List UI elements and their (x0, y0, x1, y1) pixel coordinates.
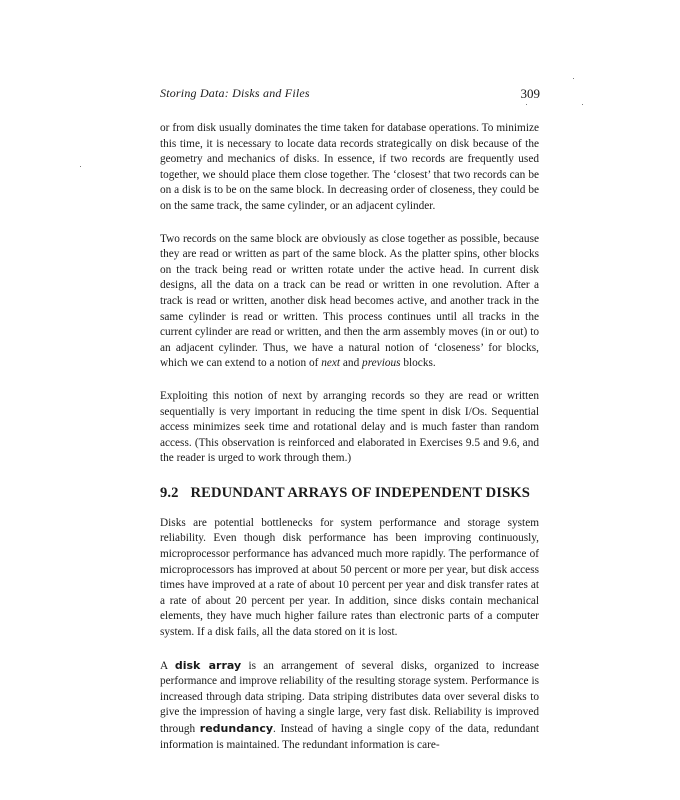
paragraph-2 (160, 232, 539, 372)
paragraph-2-and: and (340, 357, 363, 370)
section-heading (160, 484, 539, 502)
body-text (160, 121, 539, 770)
paragraph-4: Disks are potential bottlenecks for system performance and storage system reliability. Even though disk performance has been improving continuously, microprocessor performance has advanced much more rapidly. The performance of microprocessors has improved at about 50 percent or more per year, but disk access times have improved at a rate of about 10 percent per year and disk transfer rates at a rate of about 20 percent per year. In addition, since disks contain mechanical elements, they have much higher failure rates than electronic parts of a computer system. If a disk fails, all the data stored on it is lost. (160, 516, 539, 639)
term-redundancy: redundancy (199, 722, 274, 735)
section-title: REDUNDANT ARRAYS OF INDEPENDENT DISKS (190, 484, 530, 501)
paragraph-5-b: is an arrangement of several disks, organized to increase performance and improve reliability of the resulting storage system. Performance is increased through data striping. Data striping distributes data over several disks to give the impression of having a single large, very fast disk. Reliability is improved through (160, 659, 540, 735)
scan-speck (526, 104, 527, 105)
term-disk-array: disk array (174, 658, 242, 672)
paragraph-2-end: blocks. (400, 357, 436, 370)
paragraph-3: Exploiting this notion of next by arranging records so they are read or written sequentially is very important in reducing the time spent in disk I/Os. Sequential access minimizes seek time and rotational delay and is much faster than random access. (This observation is reinforced and elaborated in Exercises 9.5 and 9.6, and the reader is urged to work through them.) (160, 389, 539, 465)
paragraph-5-a: A (160, 659, 175, 672)
scan-speck (573, 78, 574, 79)
page-header (160, 86, 540, 104)
paragraph-5-c: . Instead of having a single copy of the data, redundant information is maintained. The redundant information is care- (160, 723, 539, 751)
paragraph-2-previous: previous (362, 357, 401, 370)
scan-speck (80, 166, 81, 167)
running-title: Storing Data: Disks and Files (160, 86, 310, 100)
paragraph-1: or from disk usually dominates the time taken for database operations. To minimize this time, it is necessary to locate data records strategically on disk because of the geometry and mechanics of disks. In essence, if two records are frequently used together, we should place them close together. The ‘closest’ that two records can be on a disk is to be on the same block. In decreasing order of closeness, they could be on the same track, the same cylinder, or an adjacent cylinder. (160, 122, 539, 212)
paragraph-2-text: Two records on the same block are obviously as close together as possible, because they are read or written as part of the same block. As the platter spins, other blocks on the track being read or written rotate under the active head. In current disk designs, all the data on a track can be read or written in one revolution. After a track is read or written, another disk head becomes active, and another track in the same cylinder is read or written. This process continues until all tracks in the current cylinder are read or written, and then the arm assembly moves (in or out) to an adjacent cylinder. Thus, we have a natural notion of ‘closeness’ for blocks, which we can extend to a notion of (160, 232, 539, 370)
scan-speck (582, 104, 583, 105)
page-number: 309 (520, 86, 540, 101)
paragraph-2-next: next (321, 357, 341, 370)
section-number: 9.2 (160, 484, 179, 501)
paragraph-5 (160, 658, 539, 754)
